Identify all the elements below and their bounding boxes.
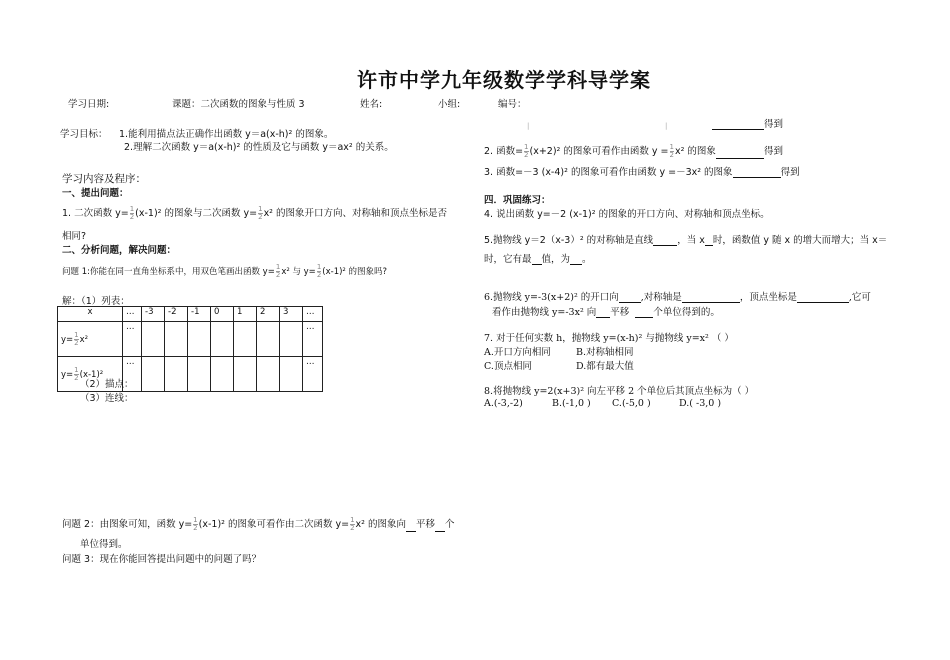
name-label: 姓名: [360,99,383,110]
table-cell: … [303,322,323,357]
table-cell [142,322,165,357]
exercise-5: 5.抛物线 y＝2（x-3）² 的对称轴是直线 ，当 x 时，函数值 y 随 x 的增大而增大；当 x＝ [484,235,888,246]
section-1-heading: 一、提出问题： [62,188,129,199]
table-cell: x [58,307,123,322]
exercise-8-option-a: A.(-3,-2) [484,398,523,409]
table-cell: 2 [257,307,280,322]
question-1: 1. 二次函数 y= $\frac{1}{2}$ (x-1)² 的图象与二次函数 y= $\frac{1}{2}$ x² 的图象开口方向、对称轴和顶点坐标是否 [62,205,448,221]
table-cell [234,322,257,357]
table-cell: -3 [142,307,165,322]
table-cell [280,322,303,357]
table-cell: -2 [165,307,188,322]
exercise-7-option-a: A.开口方向相同 [484,347,551,358]
exercise-8-option-b: B.(-1,0 ) [552,398,591,409]
table-cell [165,357,188,392]
table-cell [142,357,165,392]
table-cell [234,357,257,392]
exercise-5-cont: 时，它有最 值，为 。 [484,254,592,265]
table-cell: 0 [211,307,234,322]
table-cell: 3 [280,307,303,322]
table-row [58,322,323,357]
question-1-cont: 相同? [62,231,87,242]
solution-step-2: （2）描点： [80,379,134,390]
group-label: 小组: [438,99,461,110]
fraction-half: $\frac{1}{2}$ [193,516,198,532]
fraction-half: $\frac{1}{2}$ [669,143,674,159]
fraction-half: $\frac{1}{2}$ [350,516,355,532]
exercise-6-cont: 看作由抛物线 y=-3x² 向 平移 个单位得到的。 [492,307,720,318]
cropped-fraction-mark: | [527,122,530,130]
table-header-row [58,307,323,322]
row-label: y= $\frac{1}{2}$ x² [58,322,123,357]
date-label: 学习日期: [68,99,110,110]
answer-line-1: 得到 [712,116,783,130]
problem-2: 问题 2：由图象可知，函数 y= $\frac{1}{2}$ (x-1)² 的图象可看作由二次函数 y= $\frac{1}{2}$ x² 的图象向 平移 个 [62,516,455,532]
page-title: 许市中学九年级数学学科导学案 [357,68,651,92]
table-cell [188,357,211,392]
table-cell [257,357,280,392]
table-cell [165,322,188,357]
table-cell: 1 [234,307,257,322]
fraction-half: $\frac{1}{2}$ [258,205,263,221]
problem-1: 问题 1:你能在同一直角坐标系中，用双色笔画出函数 y= $\frac{1}{2}$ x² 与 y= $\frac{1}{2}$ (x-1)² 的图象吗? [62,263,388,279]
solution-step-3: （3）连线： [80,393,134,404]
fraction-half: $\frac{1}{2}$ [129,205,135,221]
cropped-fraction-mark: | [665,122,668,130]
table-cell: … [123,307,142,322]
problem-3: 问题 3：现在你能回答提出问题中的问题了吗？ [62,554,262,565]
exercise-7-option-b: B.对称轴相同 [576,347,634,358]
exercise-8: 8.将抛物线 y=2(x+3)² 向左平移 2 个单位后其顶点坐标为（ ） [484,386,755,397]
row-label: y= $\frac{1}{2}$ (x-1)² [58,357,123,392]
table-cell [188,322,211,357]
content-heading: 学习内容及程序： [62,173,146,185]
section-4-heading: 四．巩固练习： [484,195,551,206]
exercise-8-option-c: C.(-5,0 ) [612,398,651,409]
table-cell [211,357,234,392]
table-cell: … [123,322,142,357]
solution-step-1: 解：（1）列表： [62,296,130,307]
fraction-half: $\frac{1}{2}$ [316,263,322,279]
table-cell: … [303,307,323,322]
fraction-half: $\frac{1}{2}$ [524,143,529,159]
table-cell [280,357,303,392]
section-2-heading: 二、分析问题，解决问题： [62,245,177,256]
problem-2-cont: 单位得到。 [80,539,128,550]
table-cell: -1 [188,307,211,322]
goal-2: 2.理解二次函数 y＝a(x-h)² 的性质及它与函数 y＝ax² 的关系。 [124,142,394,153]
exercise-7-option-d: D.都有最大值 [576,361,634,372]
exercise-6: 6.抛物线 y=-3(x+2)² 的开口向 ,对称轴是 ，顶点坐标是 ,它可 [484,292,871,303]
exercise-8-option-d: D.( -3,0 ) [679,398,722,409]
exercise-4: 4. 说出函数 y=－2 (x-1)² 的图象的开口方向、对称轴和顶点坐标。 [484,209,770,220]
goal-label: 学习目标： [60,129,108,140]
table-cell [257,322,280,357]
exercise-7-option-c: C.顶点相同 [484,361,532,372]
fraction-half: $\frac{1}{2}$ [275,263,281,279]
number-label: 编号： [498,99,527,110]
table-cell: … [123,357,142,392]
table-cell [211,322,234,357]
item-2: 2. 函数= $\frac{1}{2}$ (x+2)² 的图象可看作由函数 y = $\frac{1}{2}$ x² 的图象 得到 [484,143,783,159]
item-3: 3. 函数=－3 (x-4)² 的图象可看作由函数 y =－3x² 的图象 得到 [484,167,800,178]
exercise-7: 7. 对于任何实数 h，抛物线 y=(x-h)² 与抛物线 y=x² （ ） [484,333,734,344]
topic-label: 课题：二次函数的图象与性质 3 [172,99,305,110]
goal-1: 1.能利用描点法正确作出函数 y＝a(x-h)² 的图象。 [119,129,334,140]
table-cell: … [303,357,323,392]
